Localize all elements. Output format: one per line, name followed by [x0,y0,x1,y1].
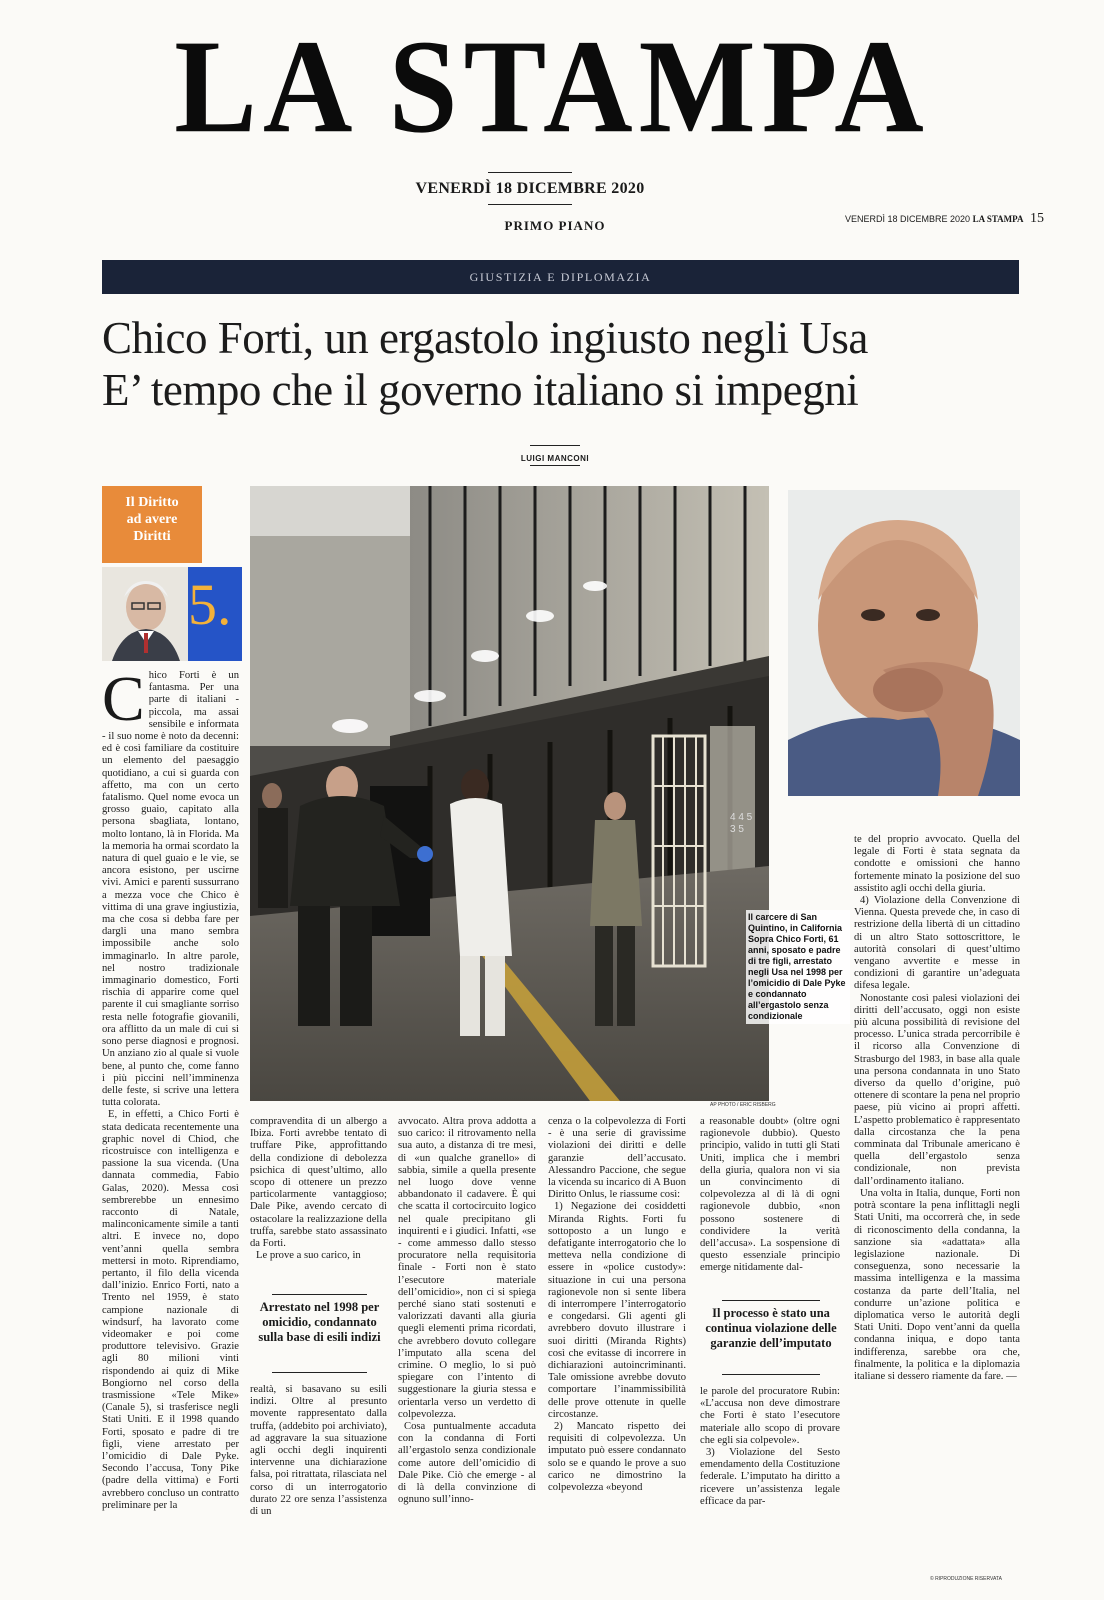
photo-credit: AP PHOTO / ERIC RISBERG [710,1102,776,1108]
column-4 [548,1116,686,1494]
column-2-continued [250,1384,387,1518]
folio-date: VENERDÌ 18 DICEMBRE 2020 [845,214,971,224]
col1-paragraph-2: E, in effetti, a Chico Forti è stata dedicata recentemente una graphic novel di Chiod, che ricostruisce con intelligenza e passione la sua vicenda. (Una dannata commedia, Fabio Galas, 2020). Messa così sembrerebbe un ennesimo racconto di Natale, malinconicamente simile a tanti altri. E invece no, dopo vent’anni quella sembra mettersi in moto. Riprendiamo, pertanto, il filo della vicenda dall’inizio. Enrico Forti, nato a Trento nel 1959, è stato campione nazionale di windsurf, ha lavorato come videomaker e poi come produttore televisivo. Grazie agli 80 milioni vinti rispondendo ai quiz di Mike Bongiorno nel corso della trasmissione «Tele Mike» (Canale 5), si trasferisce negli Stati Uniti. E il 1998 quando Forti, sposato e padre di tre figli, viene arrestato per l’omicidio di Dale Pyke. Secondo l’accusa, Tony Pike (padre della vittima) e Forti avrebbero concluso un contratto preliminare per la [102,1109,239,1511]
date-rule-top [488,172,572,173]
col1-paragraph-1: hico Forti è un fantasma. Per una parte di italiani - piccola, ma assai sensibile e informata - il suo nome è noto da decenni: ed è così familiare da costituire un elemento del paesaggio quotidiano, a cui si guarda con affetto, ma con un certo fatalismo. Quel nome evoca un grosso guaio, capitato alla persona sbagliata, lontano, molto lontano, là in Florida. Ma la memoria ha ormai scordato la natura di quel guaio e le vie, se ancora esistono, per uscirne vivi. Amici e parenti sussurrano a mezza voce che Chico è vittima di una grave ingiustizia, ma che cosa si debba fare per dargli una mano sembra impossibile anche solo immaginarlo. In altre parole, nel nostro tradizionale immaginario domestico, Forti rischia di apparire come quel parente il cui smagliante sorriso resta nelle fotografie giovanili, ora afflitto da un male di cui si sono perse diagnosi e prognosi. Un anziano zio al quale si vuole bene, al punto che, come fanno i più piccini nell’imminenza delle feste, si scrive una lettera tutta colorata. [102,670,239,1109]
headline [102,312,1020,416]
col4-paragraph-3: 2) Mancato rispetto dei requisiti di colpevolezza. Un imputato può essere condannato solo se e quando le prove a suo carico ne dimostrino la colpevolezza «beyond [548,1421,686,1494]
col2-paragraph-1: compravendita di un albergo a Ibiza. Forti avrebbe tentato di truffare Pike, approfittando della condizione di debolezza psichica di quest’ultimo, allo scopo di ottenere un prezzo particolarmente vantaggioso; Dale Pike, avendo cercato di ostacolare la realizzazione della truffa, sarebbe stato assassinato da Forti. [250,1116,387,1250]
col6-paragraph-1: te del proprio avvocato. Quella del legale di Forti è stata segnata da condotte e omissioni che hanno fortemente minato la posizione del suo assistito agli occhi della giuria. [854,834,1020,894]
drop-cap: C [102,663,145,734]
col5-subhead: Il processo è stato una continua violazione delle garanzie dell’imputato [705,1306,837,1350]
col5-subhead-rule-top [722,1300,820,1301]
byline-rule-top [530,445,580,446]
cell-numbers: 4 4 5 3 5 [730,812,753,835]
col5-paragraph-1: a reasonable doubt» (oltre ogni ragionevole dubbio). Questo principio, valido in tutti gli Stati Uniti, implica che i membri della giuria, qualora non vi sia un convincimento di colpevolezza al di là di ogni ragionevole dubbio, «non possono sostenere di condividere la verità dell’accusa». La sospensione di questo essenziale principio emerge nitidamente dal- [700,1116,840,1274]
column-1 [102,663,239,1512]
column-2 [250,1116,387,1262]
col3-paragraph-1: avvocato. Altra prova addotta a suo carico: il ritrovamento nella sua auto, a distanza di tre mesi, di «un qualche granello» di sabbia, simile a quella presente nel luogo dove venne abbandonato il cadavere. È qui che scatta il cortocircuito logico nel quale precipitano gli inquirenti e i giudici. Infatti, «se - come ammesso dallo stesso procuratore nella requisitoria finale - Forti non è stato l’esecutore materiale dell’omicidio», non ci si spiega perché siano stati sostenuti e valorizzati davanti alla giuria quegli elementi prima ricordati, che avrebbero dovuto collegare l’imputato alla scena del crimine. O meglio, lo si può spiegare con l’intento di suggestionare la giuria stessa e orientarla verso un verdetto di colpevolezza. [398,1116,536,1420]
column-5 [700,1116,840,1275]
series-number: 5. [188,572,232,637]
reproduction-notice: © RIPRODUZIONE RISERVATA [930,1576,1002,1582]
prison-photo-illustration [250,486,769,1101]
rubric-line-3: Diritti [133,529,171,544]
col3-paragraph-2: Cosa puntualmente accaduta con la condanna di Forti all’ergastolo senza condizionale come autore dell’omicidio di Dale Pike. Ciò che emerge - al di là della convinzione di ognuno sull’inno- [398,1421,536,1506]
photo-caption: Il carcere di San Quintino, in California Sopra Chico Forti, 61 anni, sposato e padre di tre figli, arrestato negli Usa nel 1998 per l’omicidio di Dale Pyke e condannato all’ergastolo senza condizionale [746,910,850,1024]
col2-subhead-rule-bottom [272,1372,367,1373]
col2-subhead: Arrestato nel 1998 per omicidio, condannato sulla base di esili indizi [258,1300,381,1344]
col2-subhead-rule-top [272,1294,367,1295]
column-5-continued [700,1386,840,1508]
topic-band [102,260,1019,294]
column-3 [398,1116,536,1507]
edition-date: VENERDÌ 18 DICEMBRE 2020 [415,180,645,197]
date-rule-bottom [488,204,572,205]
folio-paper: LA STAMPA [972,214,1024,224]
rubric-line-2: ad avere [126,512,178,527]
col2-paragraph-2: Le prove a suo carico, in [256,1250,361,1262]
col5-paragraph-3: 3) Violazione del Sesto emendamento della Costituzione federale. L’imputato ha diritto a ricevere un’assistenza legale efficace da par- [700,1447,840,1507]
byline-rule-bottom [530,465,580,466]
col6-paragraph-4: Una volta in Italia, dunque, Forti non potrà scontare la pena inflittagli negli Stati Uniti, ma occorrerà che, in sede di riconoscimento della condanna, la sanzione sia «adattata» alla legislazione nazionale. Di conseguenza, sono necessarie la massima intelligenza e la massima costanza da parte dell’Italia, nel condurre un’azione politica e diplomatica verso le autorità degli Stati Uniti. Dopo vent’anni da quella condanna iniqua, e dopo tanta indifferenza, sarebbe ora che, finalmente, la politica e la diplomazia italiane si dessero riamente da fare. — [854,1187,1020,1382]
headline-line-1: Chico Forti, un ergastolo ingiusto negli Usa [102,313,868,363]
rubric-line-1: Il Diritto [125,495,179,510]
col6-paragraph-2: 4) Violazione della Convenzione di Vienna. Questa prevede che, in caso di restrizione della libertà di un cittadino di un altro Stato sottoscrittore, le autorità consolari di quest’ultimo vengano avvertite e messe in condizioni di garantire un’adeguata difesa legale. [854,895,1020,992]
byline: LUIGI MANCONI [520,454,590,463]
column-6 [854,834,1020,1383]
topic-band-label: GIUSTIZIA E DIPLOMAZIA [469,270,652,284]
col6-paragraph-3: Nonostante così palesi violazioni dei diritti dell’accusato, oggi non esiste più alcuna possibilità di revisione del processo. L’unica strada percorribile è il ricorso alla Convenzione di Strasburgo del 1983, in base alla quale una persona condannata in uno Stato diverso da quello d’origine, può ottenere di scontare la pena nel proprio paese, più vicino ai propri affetti. L’aspetto problematico è rappresentato dalla circostanza che la pena comminata dal Tribunale americano è quella dell’ergastolo senza condizionale, non prevista dall’ordinamento italiano. [854,992,1020,1187]
section-label: PRIMO PIANO [504,218,606,233]
prison-photo [250,486,769,1101]
col5-subhead-rule-bottom [722,1374,820,1375]
col4-paragraph-2: 1) Negazione dei cosiddetti Miranda Rights. Forti fu sottoposto a un lungo e defatigante interrogatorio che lo metteva nella condizione di essere in «police custody»: situazione in cui una persona ragionevole non si sente libera di interrompere l’interrogatorio e congedarsi. Gli agenti gli avrebbero dovuto illustrare i suoi diritti (Miranda Rights) così che evitasse di incorrere in dichiarazioni autoincriminanti. Tale omissione avrebbe dovuto comportare l’inammissibilità delle prove ottenute in quelle circostanze. [548,1201,686,1420]
forti-portrait-photo [788,490,1020,796]
col5-paragraph-2: le parole del procuratore Rubin: «L’accusa non deve dimostrare che Forti è stato l’esecutore materiale allo scopo di provare che egli sia colpevole». [700,1386,840,1446]
rubric-badge [102,486,202,563]
forti-portrait-illustration [788,490,1020,796]
col2-paragraph-3: realtà, si basavano su esili indizi. Oltre al presunto movente rappresentato dalla truffa, (addebito poi archiviato), ad aggravare la sua situazione agli occhi degli inquirenti intervenne una dichiarazione falsa, poi ritrattata, rilasciata nel corso di un interrogatorio durato 22 ore senza l’assistenza di un [250,1384,387,1518]
masthead: LA STAMPA [174,12,930,161]
headline-line-2: E’ tempo che il governo italiano si impegni [102,365,859,415]
col4-paragraph-1: cenza o la colpevolezza di Forti - è una serie di gravissime violazioni dei diritti e delle garanzie dell’accusato. Alessandro Paccione, che segue la vicenda su incarico di A Buon Diritto Onlus, le riassume così: [548,1116,686,1201]
folio-page-number: 15 [1030,211,1044,226]
page-folio [845,211,1044,227]
